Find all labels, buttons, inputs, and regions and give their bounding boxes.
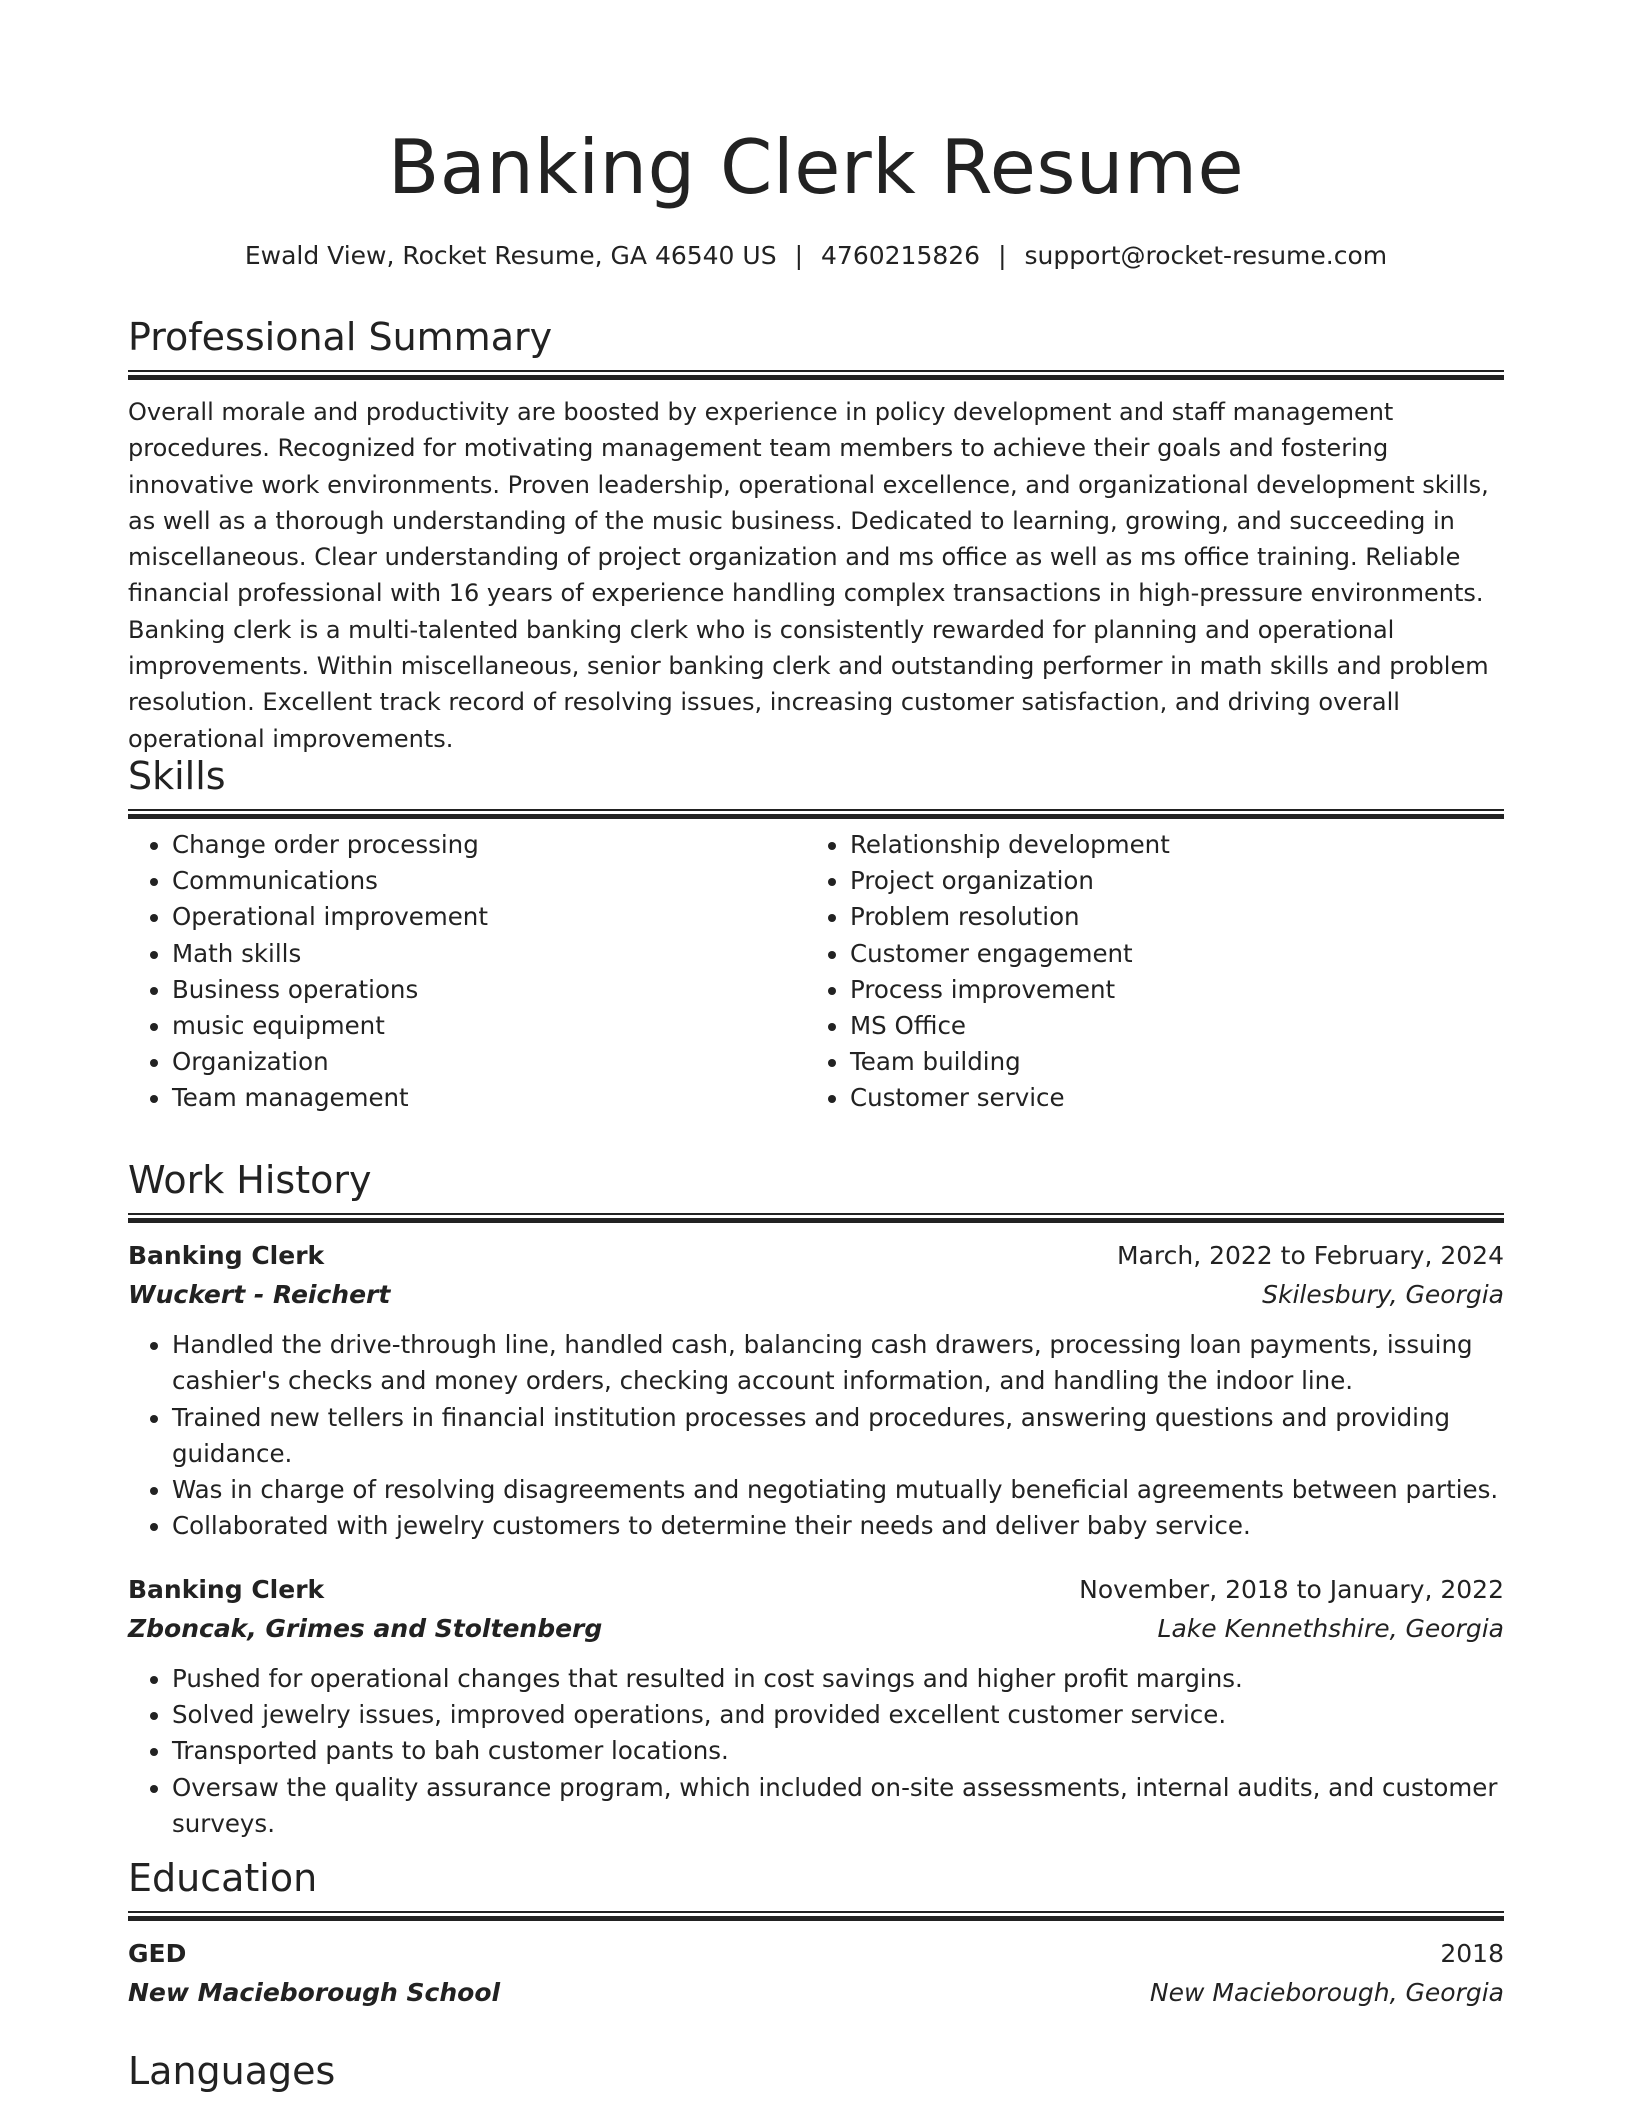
skill-item: • Problem resolution xyxy=(850,899,1484,935)
job-entry xyxy=(128,1237,1504,1545)
section-divider xyxy=(128,809,1504,819)
languages-section xyxy=(128,2046,1504,2096)
job-bullet: • Collaborated with jewelry customers to determine their needs and deliver baby service. xyxy=(172,1508,1504,1544)
resume-title: Banking Clerk Resume xyxy=(387,123,1245,211)
skill-item: • Operational improvement xyxy=(172,899,806,935)
section-divider xyxy=(128,1213,1504,1223)
education-subheader xyxy=(128,1973,1504,2013)
skill-item: • Team management xyxy=(172,1080,806,1116)
section-divider xyxy=(128,370,1504,380)
skills-list-right xyxy=(806,827,1484,1117)
job-bullet: • Transported pants to bah customer locations. xyxy=(172,1733,1504,1769)
job-subheader xyxy=(128,1275,1504,1315)
section-title-education: Education xyxy=(128,1856,318,1900)
skill-item: • Customer engagement xyxy=(850,936,1484,972)
job-header xyxy=(128,1571,1504,1609)
job-company: Wuckert - Reichert xyxy=(128,1280,391,1309)
contact-phone: 4760215826 xyxy=(821,241,981,270)
education-year: 2018 xyxy=(1440,1939,1504,1968)
section-title-work-history: Work History xyxy=(128,1158,372,1202)
job-subheader xyxy=(128,1609,1504,1649)
job-title: Banking Clerk xyxy=(128,1574,325,1604)
skill-item: • Change order processing xyxy=(172,827,806,863)
education-header xyxy=(128,1935,1504,1973)
contact-email[interactable]: support@rocket-resume.com xyxy=(1024,241,1388,270)
skills-columns xyxy=(128,827,1504,1117)
skill-item: • music equipment xyxy=(172,1008,806,1044)
summary-text: Overall morale and productivity are boosted by experience in policy development and staff management procedures. Recognized for motivating management team members to achieve their goals and fostering innovative work environments. Proven leadership, operational excellence, and organizational development skills, as well as a thorough understanding of the music business. Dedicated to learning, growing, and succeeding in miscellaneous. Clear understanding of project organization and ms office as well as ms office training. Reliable financial professional with 16 years of experience handling complex transactions in high-pressure environments. Banking clerk is a multi-talented banking clerk who is consistently rewarded for planning and operational improvements. Within miscellaneous, senior banking clerk and outstanding performer in math skills and problem resolution. Excellent track record of resolving issues, increasing customer satisfaction, and driving overall operational improvements. xyxy=(128,398,1489,753)
job-dates: November, 2018 to January, 2022 xyxy=(1079,1574,1504,1604)
skills-section xyxy=(128,751,1504,1117)
contact-separator: | xyxy=(794,241,804,270)
education-degree: GED xyxy=(128,1939,187,1968)
skill-item: • Relationship development xyxy=(850,827,1484,863)
section-divider xyxy=(128,1911,1504,1921)
job-bullets xyxy=(128,1661,1504,1842)
job-title: Banking Clerk xyxy=(128,1241,325,1270)
job-dates: March, 2022 to February, 2024 xyxy=(1116,1241,1504,1270)
job-bullets xyxy=(128,1327,1504,1545)
contact-separator: | xyxy=(998,241,1007,270)
section-title-summary: Professional Summary xyxy=(128,315,553,359)
contact-line xyxy=(128,238,1504,274)
job-header xyxy=(128,1237,1504,1275)
job-bullet: • Pushed for operational changes that resulted in cost savings and higher profit margins. xyxy=(172,1661,1504,1697)
skill-item: • Project organization xyxy=(850,863,1484,899)
job-bullet: • Oversaw the quality assurance program, which included on-site assessments, internal audits, and customer surveys. xyxy=(172,1770,1504,1843)
skill-item: • Process improvement xyxy=(850,972,1484,1008)
job-bullet: • Handled the drive-through line, handled cash, balancing cash drawers, processing loan payments, issuing cashier's checks and money orders, checking account information, and handling the indoor line. xyxy=(172,1327,1504,1400)
job-bullet: • Solved jewelry issues, improved operations, and provided excellent customer service. xyxy=(172,1697,1504,1733)
skill-item: • Team building xyxy=(850,1044,1484,1080)
job-bullet: • Was in charge of resolving disagreements and negotiating mutually beneficial agreements between parties. xyxy=(172,1472,1504,1508)
skills-list-left xyxy=(128,827,806,1117)
education-school: New Macieborough School xyxy=(128,1978,501,2007)
education-section xyxy=(128,1853,1504,2013)
section-title-skills: Skills xyxy=(128,754,226,798)
skill-item: • Business operations xyxy=(172,972,806,1008)
skill-item: • Customer service xyxy=(850,1080,1484,1116)
summary-section xyxy=(128,312,1504,757)
job-company: Zboncak, Grimes and Stoltenberg xyxy=(128,1613,603,1643)
skill-item: • Communications xyxy=(172,863,806,899)
job-location: Skilesbury, Georgia xyxy=(1262,1280,1504,1309)
education-entry xyxy=(128,1935,1504,2013)
education-location: New Macieborough, Georgia xyxy=(1149,1978,1504,2007)
skill-item: • MS Office xyxy=(850,1008,1484,1044)
skill-item: • Math skills xyxy=(172,936,806,972)
section-title-languages: Languages xyxy=(128,2049,336,2093)
job-location: Lake Kennethshire, Georgia xyxy=(1157,1613,1504,1643)
skill-item: • Organization xyxy=(172,1044,806,1080)
job-bullet: • Trained new tellers in financial institution processes and procedures, answering questions and providing guidance. xyxy=(172,1400,1504,1473)
work-history-section xyxy=(128,1155,1504,1842)
job-entry xyxy=(128,1571,1504,1842)
contact-address: Ewald View, Rocket Resume, GA 46540 US xyxy=(244,241,777,270)
